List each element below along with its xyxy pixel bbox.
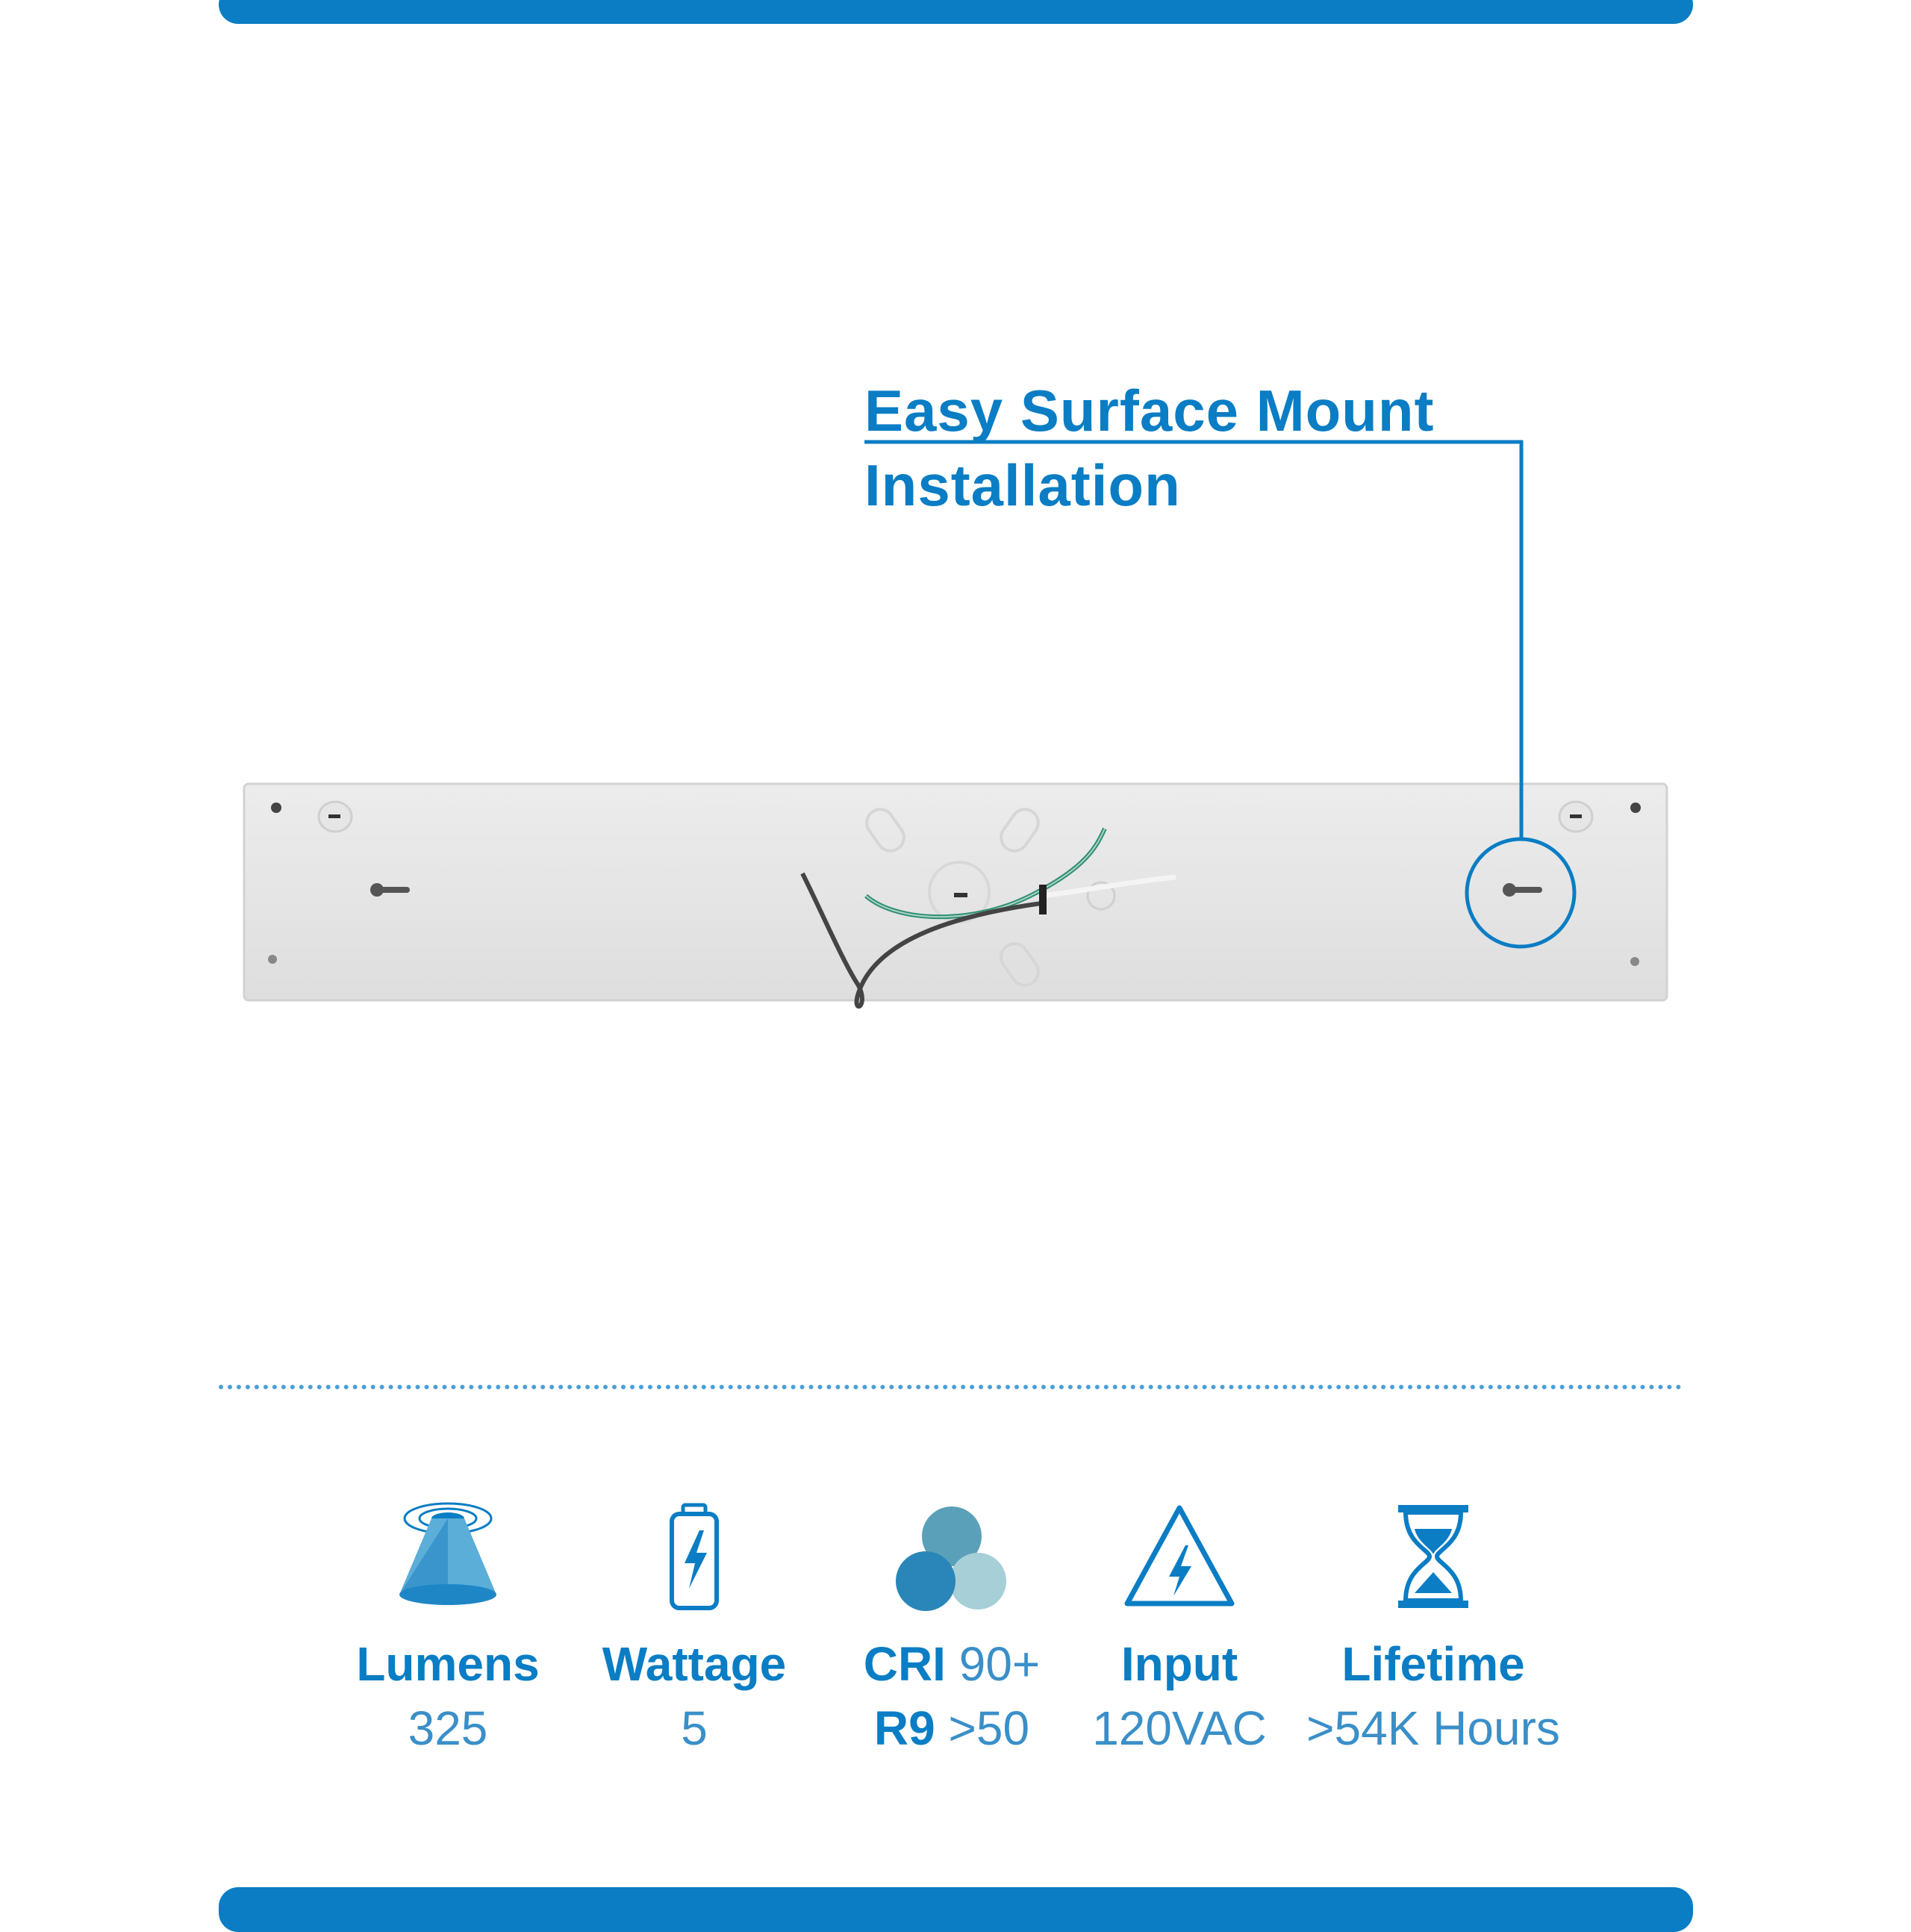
light-beam-icon — [392, 1501, 504, 1612]
cri-value: 90+ — [958, 1637, 1041, 1691]
lifetime-label: Lifetime — [1341, 1637, 1525, 1691]
hourglass-icon — [1377, 1501, 1489, 1612]
lumens-label: Lumens — [356, 1637, 540, 1691]
section-divider — [219, 1385, 1682, 1389]
voltage-warning-icon — [1120, 1501, 1239, 1612]
input-value: 120VAC — [1092, 1701, 1267, 1755]
r9-row — [840, 1696, 1064, 1760]
r9-value: >50 — [948, 1701, 1030, 1755]
cri-label: CRI — [863, 1637, 946, 1691]
spec-cri — [840, 1501, 1064, 1760]
lifetime-value: >54K Hours — [1306, 1701, 1560, 1755]
spec-lifetime — [1291, 1501, 1575, 1760]
bottom-accent-bar — [219, 1887, 1693, 1932]
r9-label: R9 — [873, 1701, 935, 1755]
cri-label-row — [840, 1632, 1064, 1696]
input-label: Input — [1120, 1637, 1238, 1691]
callout-line-2: Installation — [864, 452, 1181, 518]
spec-wattage — [582, 1501, 806, 1760]
wattage-value: 5 — [681, 1701, 708, 1755]
screw-hole — [271, 803, 281, 813]
spec-input — [1075, 1501, 1284, 1760]
spec-lumens — [340, 1501, 556, 1760]
screw-hole — [1630, 803, 1641, 813]
lumens-value: 325 — [408, 1701, 488, 1755]
callout-line-1: Easy Surface Mount — [864, 378, 1435, 443]
battery-bolt-icon — [638, 1501, 750, 1612]
fixture-panel — [244, 784, 1667, 1000]
wattage-label: Wattage — [602, 1637, 787, 1691]
color-circles-icon — [892, 1501, 1011, 1612]
callout-text — [864, 373, 1435, 523]
